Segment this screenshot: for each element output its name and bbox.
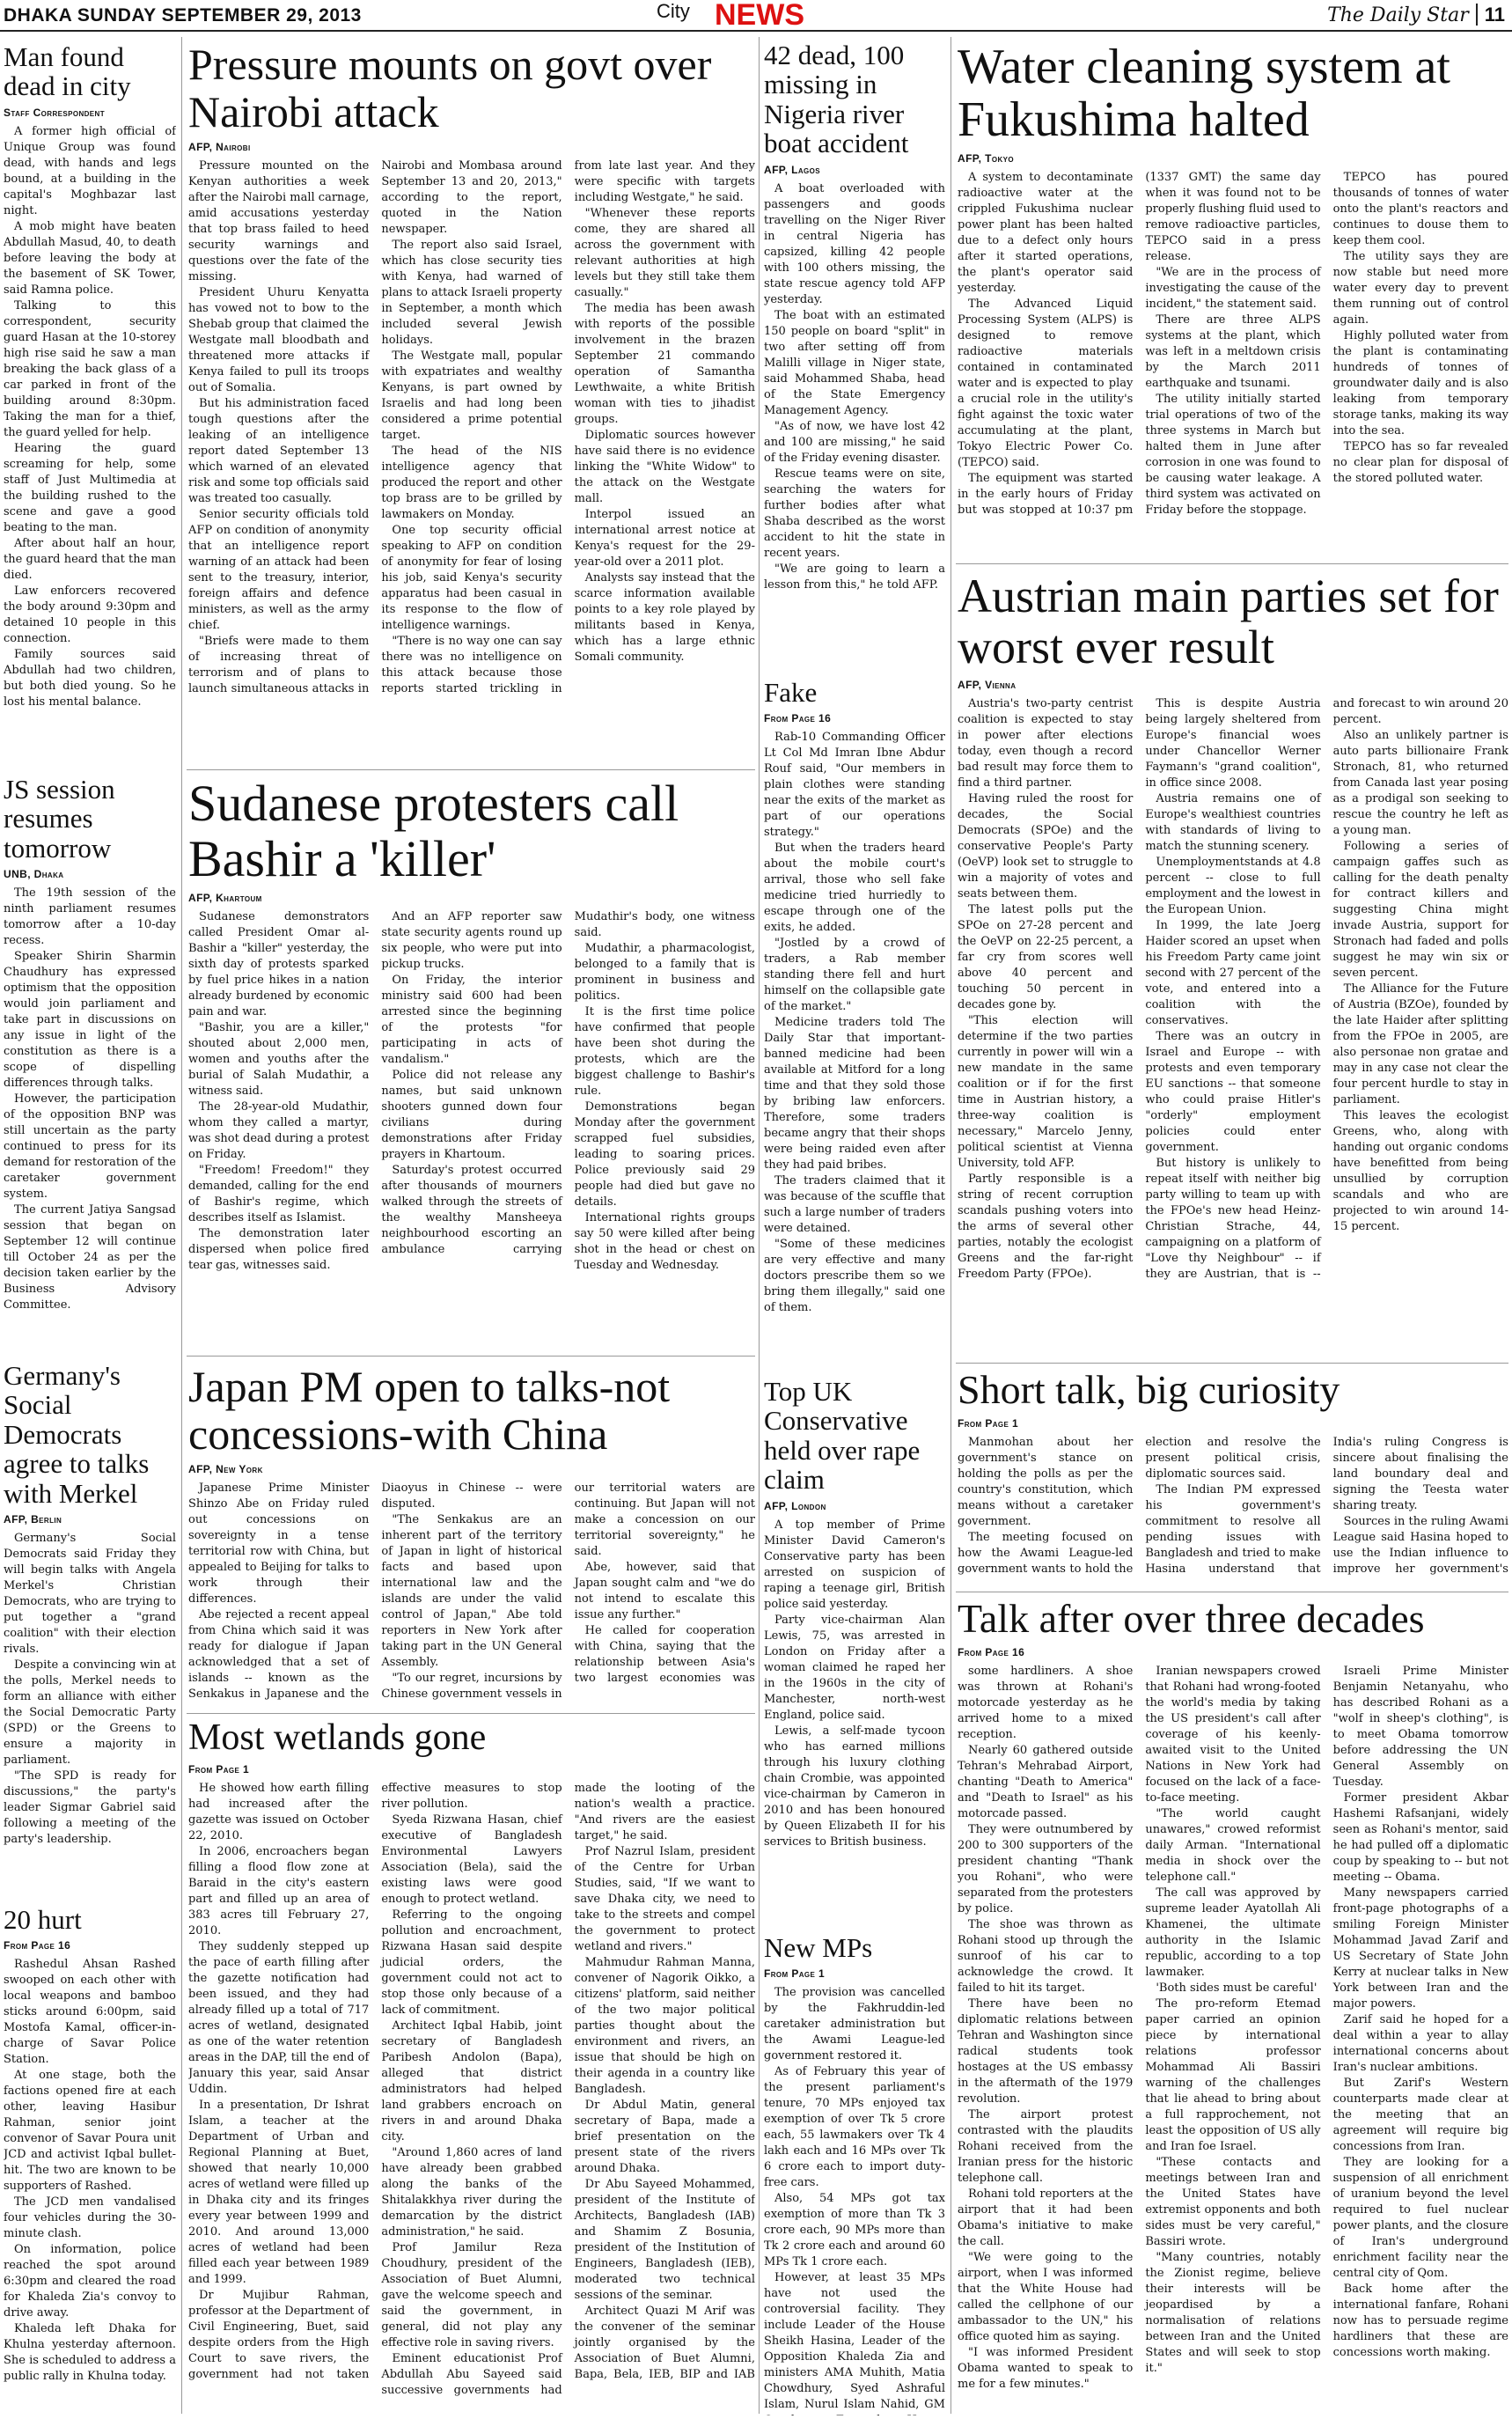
paragraph: Former president Akbar Hashemi Rafsanjani, widely seen as Rohani's mentor, said he had pulled off a diplomatic coup by speaking to -- but not meeting -- Obama. <box>1332 1790 1508 1884</box>
page-number: 11 <box>1476 4 1505 26</box>
headline: Top UK Conservative held over rape claim <box>764 1377 921 1496</box>
paragraph: The report also said Israel, which has close security ties with Kenya, had warned of plans to attack Israeli property in September, a month which included several Jewish holidays. <box>381 239 562 347</box>
paragraph: "Around 1,860 acres of land have already been grabbed along the banks of the Shitalakkhya river during the demarcation by the district administration," he said. <box>381 2146 562 2239</box>
paragraph: But Zarif's Western counterparts made clear at the meeting that an agreement will require big concessions from Iran. <box>1332 2076 1508 2153</box>
masthead <box>1327 4 1505 26</box>
headline: Talk after over three decades <box>958 1597 1425 1641</box>
byline: From Page 16 <box>4 1939 71 1952</box>
headline: Short talk, big curiosity <box>958 1368 1340 1412</box>
paragraph: Back home after the international fanfare, Rohani now has to persuade regime hardliners that these are concessions worth making. <box>1332 2282 1508 2359</box>
story-three-decades <box>958 1597 1508 2415</box>
paragraph: Partly responsible is a string of recent corruption scandals pushing voters into the arms of several other parties, notably the ecologist Greens and the far-right Freedom Party (FPOe). <box>958 1172 1134 1281</box>
edition-date: DHAKA SUNDAY SEPTEMBER 29, 2013 <box>4 5 362 26</box>
story-body <box>764 730 945 1316</box>
paragraph: "Briefs were made to them of increasing threat of terrorism and of plans to launch simultaneous attacks in Nairobi and Mombasa around September 13 and 20, 2013," according to the report, quoted in the Nation newspaper. <box>188 159 562 695</box>
paragraph: Khaleda left Dhaka for Khulna yesterday afternoon. She is scheduled to address a public rally in Khulna today. <box>4 2322 176 2384</box>
paragraph: "The SPD is ready for discussions," the party's leader Sigmar Gabriel said following a meeting of the party's leadership. <box>4 1769 176 1847</box>
paragraph: But history is unlikely to repeat itself with neither big party willing to team up with the FPOe's new head Heinz-Christian Strache, 44, campaigning on a platform of "Love thy Neighbour" -- if they are Austrian, that is -- and forecast to win around 20 percent. <box>1145 696 1508 1281</box>
story-body <box>4 886 176 1313</box>
paragraph: The latest polls put the SPOe on 27-28 percent and the OeVP on 22-25 percent, a far cry from scores well above 40 percent and touching 50 percent in decades gone by. <box>958 902 1134 1011</box>
paragraph: The 19th session of the ninth parliament resumes tomorrow after a 10-day recess. <box>4 886 176 948</box>
paragraph: The demonstration later dispersed when police fired tear gas, witnesses said. <box>188 1227 370 1273</box>
headline: Most wetlands gone <box>188 1718 487 1758</box>
story-fukushima <box>958 40 1508 558</box>
byline: AFP, Nairobi <box>188 141 251 153</box>
story-new-mps <box>764 1933 945 2415</box>
paragraph: Talking to this correspondent, security guard Hasan at the 10-storey high rise said he saw a man breaking the back glass of a car parked in front of the building around 8:30pm. Taking the man for a thief, the guard yelled for help. <box>4 298 176 439</box>
headline: Japan PM open to talks-not concessions-with China <box>188 1363 671 1459</box>
story-germany <box>4 1361 176 1900</box>
paragraph: The utility says they are now stable but need more water every day to prevent them running out of control again. <box>1332 249 1508 327</box>
section-rule <box>187 1713 755 1714</box>
paragraph: Japanese Prime Minister Shinzo Abe on Friday ruled out concessions on sovereignty in a tense territorial row with China, but appealed to Beijing for talks to work through their differences. <box>188 1482 370 1606</box>
paragraph: Nearly 60 gathered outside Tehran's Mehrabad Airport, chanting "Death to America" and "Death to Israel" as his motorcade passed. <box>958 1743 1134 1820</box>
paragraph: The utility initially started trial operations of two of the three systems in March but halted them in June after corrosion in one was found to be causing water leakage. A third system was activated on Friday before the stoppage. <box>1145 392 1321 517</box>
paragraph: A mob might have beaten Abdullah Masud, 40, to death before leaving the body at the basement of SK Tower, said Ramna police. <box>4 219 176 297</box>
paragraph: Demonstrations began Monday after the government scrapped fuel subsidies, leading to soaring prices. Police previously said 29 people had died but gave no details. <box>574 1100 755 1210</box>
paragraph: But when the traders heard about the mobile court's arrival, those who sell fake medicine tried hurriedly to escape through one of the exits, he added. <box>764 842 945 935</box>
paragraph: Law enforcers recovered the body around 9:30pm and detained 10 people in this connection. <box>4 584 176 645</box>
paragraph: Rescue teams were on site, searching the waters for further bodies after what Shaba described as the worst accident to hit the state in recent years. <box>764 467 945 560</box>
paragraph: After about half an hour, the guard heard that the man died. <box>4 536 176 582</box>
byline: AFP, Tokyo <box>958 151 1015 165</box>
paragraph: The pro-reform Etemad paper carried an opinion piece by international relations professor Mohammad Ali Bassiri warning of the challenges that lie ahead to bring about a full rapprochement, not least the opposition of US ally and Iran foe Israel. <box>1145 1996 1321 2153</box>
paragraph: "We are in the process of investigating the cause of the incident," the statement said. <box>1145 265 1321 311</box>
paragraph: Eminent educationist Prof Abdullah Abu Sayeed said successive governments had made the looting of the nation's wealth a practice. "And rivers are the easiest target," he said. <box>381 1782 755 2398</box>
paragraph: A former high official of Unique Group was found dead, with hands and legs bound, at a building in the capital's Moghbazar last night. <box>4 124 176 217</box>
story-body <box>188 1481 755 1708</box>
byline: From Page 16 <box>958 1645 1025 1658</box>
paragraph: Diplomatic sources however have said there is no evidence linking the "White Widow" to the attack on the Westgate mall. <box>574 429 755 505</box>
paragraph: This leaves the ecologist Greens, who, along with handing out organic condoms have benefitted from being unsullied by corruption scandals and who are projected to win around 14-15 percent. <box>1332 1108 1508 1233</box>
story-nigeria <box>764 40 945 673</box>
paragraph: And an AFP reporter saw state security agents round up six people, who were put into pickup trucks. <box>381 910 562 972</box>
headline: Sudanese protesters call Bashir a 'killer' <box>188 776 679 887</box>
paragraph: Following a series of campaign gaffes such as calling for the death penalty for contract killers and suggesting China might invade Austria, support for Stronach had faded and polls suggest he may win six or seven percent. <box>1332 839 1508 980</box>
story-body <box>4 1531 176 1848</box>
paragraph: The 28-year-old Mudathir, whom they called a martyr, was shot dead during a protest on Friday. <box>188 1100 370 1162</box>
byline: UNB, Dhaka <box>4 868 64 881</box>
paragraph: There are three ALPS systems at the plant, which was left in a meltdown crisis by the March 2011 earthquake and tsunami. <box>1145 312 1321 390</box>
paragraph: A boat overloaded with passengers and goods travelling on the Niger River in central Nigeria has capsized, killing 42 people with 100 others missing, the state rescue agency told AFP yesterday. <box>764 181 945 306</box>
section-label-news: NEWS <box>715 0 804 32</box>
paragraph: The current Jatiya Sangsad session that began on September 12 will continue till October 24 as per the decision taken earlier by the Business Advisory Committee. <box>4 1203 176 1312</box>
paragraph: The media has been awash with reports of the possible involvement in the brazen September 21 commando operation of Samantha Lewthwaite, a white British woman with ties to jihadist groups. <box>574 302 755 426</box>
byline: AFP, New York <box>188 1463 263 1475</box>
story-body <box>188 1781 755 2408</box>
paragraph: Dr Mujibur Rahman, professor at the Department of Civil Engineering, Buet, said despite orders from the High Court to save rivers, the government had not taken effective measures to stop river pollution. <box>188 1782 562 2382</box>
paragraph: Pressure mounted on the Kenyan authorities a week after the Nairobi mall carnage, amid accusations yesterday that top brass failed to heed security warnings and questions over the fate of the missing. <box>188 159 370 283</box>
paragraph: Lewis, a self-made tycoon who has earned millions through his luxury clothing chain Crombie, was appointed vice-chairman by Cameron in 2010 and has been honoured by Queen Elizabeth II for his services to British business. <box>764 1724 945 1849</box>
headline: Water cleaning system at Fukushima halted <box>958 40 1450 148</box>
paragraph: Speaker Shirin Sharmin Chaudhury has expressed optimism that the opposition would join parliament and take part in discussions on any issue in light of the constitution as there is a scope of dispelling differences through talks. <box>4 950 176 1091</box>
paragraph: They suddenly stepped up the pace of earth filling after the gazette notification had been issued, and they had already filled up a total of 717 acres of wetland, designated as one of the water retention areas in the DAP, till the end of January this year, said Ansar Uddin. <box>188 1940 370 2097</box>
story-uk <box>764 1377 945 1928</box>
paragraph: "This election will determine if the two parties currently in power will win a new mandate in the same coalition or if for the first time in Austrian history, a three-way coalition is necessary," Marcelo Jenny, political scientist at Vienna University, told AFP. <box>958 1013 1134 1170</box>
paragraph: Rohani told reporters at the airport that it had been Obama's initiative to make the call. <box>958 2187 1134 2248</box>
paragraph: Syeda Rizwana Hasan, chief executive of Bangladesh Environmental Lawyers Association (Bela), said the existing laws were good enough to protect wetland. <box>381 1813 562 1907</box>
paragraph: "The Senkakus are an inherent part of the territory of Japan in light of historical facts and based upon international law and the islands are under the valid control of Japan," Abe told reporters in New York after taking part in the UN General Assembly. <box>381 1513 562 1669</box>
paragraph: Unemploymentstands at 4.8 percent -- close to full employment and the lowest in the European Union. <box>1145 855 1321 916</box>
byline: Staff Correspondent <box>4 106 106 119</box>
paragraph: At one stage, both the factions opened fire at each other, leaving Hasibur Rahman, senior joint convenor of Savar Poura unit JCD and activist Iqbal bullet-hit. The two are known to be supporters of Rashed. <box>4 2069 176 2194</box>
headline: New MPs <box>764 1933 873 1963</box>
story-body <box>188 909 755 1323</box>
paragraph: "Jostled by a crowd of traders, a Rab member standing there fell and hurt himself on the collapsible gate of the market." <box>764 937 945 1014</box>
byline: AFP, London <box>764 1499 826 1512</box>
paragraph: Highly polluted water from the plant is contaminating hundreds of tonnes of groundwater daily and is also leaking from temporary storage tanks, making its way into the sea. <box>1332 328 1508 437</box>
paragraph: In a presentation, Dr Ishrat Islam, a teacher at the Department of Urban and Regional Planning at Buet, showed that nearly 10,000 acres of wetland were filled up in Dhaka city and its fringes every year between 1999 and 2010. And around 13,000 acres of wetland had been filled each year between 1989 and 1999. <box>188 2099 370 2287</box>
paragraph: Senior security officials told AFP on condition of anonymity that an intelligence report warning of an attack had been sent to the treasury, interior, foreign affairs and defence ministers, as well as the army chief. <box>188 508 370 632</box>
paragraph: One top security official speaking to AFP on condition of anonymity for fear of losing his job, said Kenya's security apparatus had been casual in its response to the flow of intelligence warnings. <box>381 524 562 632</box>
paragraph: "Some of these medicines are very effective and many doctors prescribe them so we bring them illegally," said one of them. <box>764 1238 945 1315</box>
paragraph: In 2006, encroachers began filling a flood flow zone at Baraid in the city's eastern part and filled up an area of 383 acres till February 27, 2010. <box>188 1845 370 1938</box>
paragraph: The Advanced Liquid Processing System (ALPS) is designed to remove radioactive materials contained in contaminated water and is expected to play a crucial role in the utility's fight against the toxic water accumulating at the plant, Tokyo Electric Power Co. (TEPCO) said. <box>958 297 1134 469</box>
paragraph: A top member of Prime Minister David Cameron's Conservative party has been arrested on suspicion of raping a teenage girl, British police said yesterday. <box>764 1518 945 1611</box>
paragraph: The shoe was thrown as Rohani stood up through the sunroof of his car to acknowledge the crowd. It failed to hit its target. <box>958 1917 1134 1995</box>
story-body <box>958 1664 1508 2412</box>
paragraph: Many newspapers carried front-page photographs of a smiling Foreign Minister Mohammad Javad Zarif and US Secretary of State John Kerry at nuclear talks in New York between Iran and the major powers. <box>1332 1886 1508 2011</box>
paragraph: "I was informed President Obama wanted to speak to me for a few minutes." <box>958 2345 1134 2391</box>
headline: Austrian main parties set for worst ever result <box>958 570 1499 674</box>
paragraph: Dr Abu Sayeed Mohammed, president of the Institute of Architects, Bangladesh (IAB) and Shamim Z Bosunia, president of the Institution of Engineers, Bangladesh (IEB), moderated two technical sessions of the seminar. <box>574 2178 755 2303</box>
paragraph: Having ruled the roost for decades, the Social Democrats (SPOe) and the conservative People's Party (OeVP) look set to struggle to win a majority of votes and seats between them. <box>958 791 1134 901</box>
headline: Man found dead in city <box>4 42 131 102</box>
paragraph: The call was approved by supreme leader Ayatollah Ali Khamenei, the ultimate authority in the Islamic republic, according to a top lawmaker. <box>1145 1886 1321 1979</box>
paragraph: Also, 54 MPs got tax exemption of more than Tk 3 crore each, 90 MPs more than Tk 2 crore each and around 60 MPs Tk 1 crore each. <box>764 2192 945 2269</box>
byline: AFP, Khartoum <box>188 892 262 905</box>
paragraph: The Alliance for the Future of Austria (BZOe), founded by the late Haider after splitting from the FPOe in 2005, are also personae non gratae and may in any case not clear the four percent hurdle to stay in parliament. <box>1332 982 1508 1107</box>
story-body <box>958 696 1508 1339</box>
paragraph: Sources in the ruling Awami League said Hasina hoped to use the Indian influence to improve her government's <box>1332 1514 1508 1576</box>
paragraph: TEPCO has poured thousands of tonnes of water onto the plant's reactors and continues to douse them to keep them cool. <box>1332 170 1508 247</box>
paragraph: But his administration faced tough questions after the leaking of an intelligence report dated September 13 which warned of an elevated risk and some top officials said was treated too casually. <box>188 397 370 505</box>
story-body <box>764 1518 945 1850</box>
column-rule <box>759 37 760 2414</box>
story-man-found <box>4 42 176 773</box>
headline: Fake <box>764 678 818 708</box>
paragraph: A system to decontaminate radioactive water at the crippled Fukushima nuclear power plant has been halted due to a defect only hours after it started operations, the plant's operator said yesterday. <box>958 170 1134 295</box>
paragraph: There was an outcry in Israel and Europe -- with protests and even temporary EU sanctions -- that someone who could praise Hitler's "orderly" employment policies could enter government. <box>1145 1029 1321 1154</box>
paragraph: The boat with an estimated 150 people on board "split" in two after setting off from Malilli village in Niger state, said Mohammed Shaba, head of the State Emergency Management Agency. <box>764 308 945 417</box>
headline: Germany's Social Democrats agree to talks with Merkel <box>4 1361 150 1509</box>
paragraph: They were outnumbered by 200 to 300 supporters of the president chanting "Thank you Rohani", who were separated from the protesters by police. <box>958 1822 1134 1915</box>
paragraph: 'Both sides must be careful' <box>1156 1981 1317 1995</box>
paragraph: Austria remains one of Europe's wealthiest countries with standards of living to match the stunning scenery. <box>1145 791 1321 853</box>
headline: 42 dead, 100 missing in Nigeria river boat accident <box>764 40 909 159</box>
paragraph: The JCD men vandalised four vehicles during the 30-minute clash. <box>4 2195 176 2241</box>
story-japan <box>188 1363 755 1708</box>
paragraph: Dr Abdul Matin, general secretary of Bapa, made a brief presentation on the present state of the rivers around Dhaka. <box>574 2099 755 2176</box>
paragraph: some hardliners. A shoe was thrown at Rohani's motorcade yesterday as he arrived home to a mixed reception. <box>958 1664 1134 1741</box>
paragraph: Family sources said Abdullah had two children, but both died young. So he lost his mental balance. <box>4 647 176 709</box>
paragraph: "Whenever these reports come, they are shared all across the government with relevant authorities at high levels but they still take them casually." <box>574 207 755 299</box>
paragraph: "We were going to the airport, when I was informed that the White House had called the cellphone of our ambassador to the UN," his office quoted him as saying. <box>958 2250 1134 2343</box>
byline: AFP, Lagos <box>764 163 821 176</box>
paragraph: Medicine traders told The Daily Star that important-banned medicine had been available at Mitford for a long time and that they sold those by bribing law enforcers. Therefore, some traders became angry that their shops were being raided even after they had paid bribes. <box>764 1016 945 1173</box>
story-austrian <box>958 570 1508 1359</box>
paragraph: "To our regret, incursions by Chinese government vessels in our territorial waters are continuing. But Japan will not make a concession on our territorial sovereignty," he said. <box>381 1482 755 1701</box>
paragraph: Saturday's protest occurred after thousands of mourners walked through the streets of the wealthy Mansheeya neighbourhood escorting an ambulance carrying Mudathir's body, one witness said. <box>381 910 755 1257</box>
paragraph: Architect Iqbal Habib, joint secretary of Bangladesh Paribesh Andolon (Bapa), alleged that district administrators had helped land grabbers encroach on rivers in and around Dhaka city. <box>381 2019 562 2144</box>
paragraph: "There is no way one can say there was no intelligence on this attack because those reports started trickling in from late last year. And they were specific with targets including Westgate," he said. <box>381 159 755 695</box>
paragraph: Rab-10 Commanding Officer Lt Col Md Imran Ibne Abdur Rouf said, "Our members in plain clothes were standing near the exits of the market as part of our operations strategy." <box>764 731 945 840</box>
paragraph: Austria's two-party centrist coalition is expected to stay in power after elections today, even though a record bad result may force them to find a third partner. <box>958 696 1134 790</box>
paragraph: "Many countries, notably the Zionist regime, believe their interests will be jeopardised by a normalisation of relations between Iran and the United States and will seek to stop it." <box>1145 2250 1321 2375</box>
byline: From Page 1 <box>188 1763 250 1776</box>
headline: JS session resumes tomorrow <box>4 775 115 864</box>
section-rule <box>187 1356 755 1357</box>
paragraph: The Westgate mall, popular with expatriates and wealthy Kenyans, is part owned by Israelis and had long been considered a prime potential target. <box>381 349 562 442</box>
story-20-hurt <box>4 1905 176 2415</box>
section-rule <box>956 1363 1508 1364</box>
paragraph: President Uhuru Kenyatta has vowed not to bow to the Shebab group that claimed the Westgate mall bloodbath and threatened more attacks if Kenya failed to pull its troops out of Somalia. <box>188 286 370 394</box>
story-js-session <box>4 775 176 1356</box>
paragraph: The head of the NIS intelligence agency that produced the report and other top brass are to be grilled by lawmakers on Monday. <box>381 445 562 521</box>
byline: From Page 16 <box>764 712 832 725</box>
paragraph: Also an unlikely partner is auto parts billionaire Frank Stronach, 81, who returned from Canada last year posing as a prodigal son seeking to rescue the country he left as a young man. <box>1332 728 1508 837</box>
paragraph: Rashedul Ahsan Rashed swooped on each other with local weapons and bamboo sticks around 6:00pm, said Mostofa Kamal, officer-in-charge of Savar Police Station. <box>4 1958 176 2067</box>
story-body <box>764 181 945 593</box>
story-body <box>188 158 755 762</box>
paragraph: As of February this year of the present parliament's tenure, 70 MPs enjoyed tax exemption of over Tk 5 crore each, 55 lawmakers over Tk 4 lakh each and 16 MPs over Tk 6 crore each to import duty-free cars. <box>764 2065 945 2190</box>
paragraph: Police did not release any names, but said unknown shooters gunned down four civilians during demonstrations after Friday prayers in Khartoum. <box>381 1069 562 1162</box>
paragraph: In 1999, the late Joerg Haider scored an upset when his Freedom Party came joint second with 27 percent of the vote, and entered into a coalition with the conservatives. <box>1145 918 1321 1027</box>
paragraph: Sudanese demonstrators called President Omar al-Bashir a "killer" yesterday, the sixth day of protests sparked by fuel price hikes in a nation already burdened by economic pain and war. <box>188 910 370 1019</box>
paragraph: Abe rejected a recent appeal from China which said it was ready for dialogue if Japan acknowledged that a set of islands -- known as the Senkakus in Japanese and the Diaoyus in Chinese -- were disputed. <box>188 1482 562 1701</box>
paragraph: The traders claimed that it was because of the scuffle that such a large number of traders were detained. <box>764 1174 945 1236</box>
story-body <box>764 1985 945 2415</box>
story-sudanese <box>188 776 755 1350</box>
section-label-city: City <box>657 0 690 22</box>
headline: 20 hurt <box>4 1905 82 1935</box>
story-body <box>958 1435 1508 1584</box>
paragraph: "As of now, we have lost 42 and 100 are missing," he said of the Friday evening disaster. <box>764 419 945 465</box>
section-rule <box>187 769 755 770</box>
paragraph: The equipment was started in the early hours of Friday but was stopped at 10:37 pm (1337 GMT) the same day when it was found not to be properly flushing fluid used to remove radioactive particles, TEPCO said in a press release. <box>958 170 1321 517</box>
page-header <box>0 0 1512 32</box>
paragraph: On information, police reached the spot around 6:30pm and cleared the road for Khaleda Zia's convoy to drive away. <box>4 2243 176 2320</box>
paragraph: Mahmudur Rahman Manna, convener of Nagorik Oikko, a citizens' platform, said neither of the two major political parties thought about the environment and rivers, an issue that should be high on their agenda in a country like Bangladesh. <box>574 1956 755 2097</box>
paragraph: "We are going to learn a lesson from this," he told AFP. <box>764 562 945 592</box>
paragraph: Germany's Social Democrats said Friday they will begin talks with Angela Merkel's Christian Democrats, who are trying to put together a "grand coalition" with their election rivals. <box>4 1532 176 1657</box>
paragraph: TEPCO has so far revealed no clear plan for disposal of the stored polluted water. <box>1332 439 1508 485</box>
paragraph: "Freedom! Freedom!" they demanded, calling for the end of Bashir's regime, which describes itself as Islamist. <box>188 1164 370 1225</box>
byline: AFP, Berlin <box>4 1513 62 1526</box>
paragraph: "These contacts and meetings between Iran and the United States have extremist opponents and both sides must be very careful," Bassiri wrote. <box>1145 2155 1321 2248</box>
paragraph: Manmohan about her government's stance on holding the polls as per the country's constitution, which means without a caretaker government. <box>958 1435 1134 1528</box>
paragraph: "Bashir, you are a killer," shouted about 2,000 men, women and youths after the burial of Salah Mudathir, a witness said. <box>188 1021 370 1099</box>
paragraph: Interpol issued an international arrest notice at Kenya's request for the 29-year-old over a 2011 plot. <box>574 508 755 569</box>
column-rule <box>181 37 182 2414</box>
paragraph: The airport protest contrasted with the plaudits Rohani received from the Iranian press for the historic telephone call. <box>958 2107 1134 2185</box>
paragraph: Mudathir, a pharmacologist, belonged to a family that is prominent in business and politics. <box>574 942 755 1004</box>
paragraph: Referring to the ongoing pollution and encroachment, Rizwana Hasan said despite judicial orders, the government could not act to stop those only because of a lack of commitment. <box>381 1908 562 2018</box>
paragraph: However, at least 35 MPs have not used the controversial facility. They include Leader of the House Sheikh Hasina, Leader of the Opposition Khaleda Zia and ministers AMA Muhith, Matia Chowdhury, Syed Ashraful Islam, Nurul Islam Nahid, GM <box>764 2271 945 2412</box>
paragraph: There have been no diplomatic relations between Tehran and Washington since radical students took hostages at the US embassy in the aftermath of the 1979 revolution. <box>958 1996 1134 2106</box>
story-short-talk <box>958 1368 1508 1588</box>
paragraph: He called for cooperation with China, saying that the relationship between Asia's two largest economies was <box>574 1624 755 1685</box>
story-fake <box>764 678 945 1373</box>
paragraph: The provision was cancelled by the Fakhruddin-led caretaker administration but the Awami League-led government restored it. <box>764 1986 945 2063</box>
paragraph: He showed how earth filling had increased after the gazette was issued on October 22, 2010. <box>188 1782 370 1843</box>
paragraph: "The world caught unawares," crowed reformist daily Arman. "International media in shock over the telephone call." <box>1145 1806 1321 1884</box>
paragraph: International rights groups say 50 were killed after being shot in the head or chest on Tuesday and Wednesday. <box>574 1211 755 1273</box>
story-wetlands <box>188 1718 755 2415</box>
headline: Pressure mounts on govt over Nairobi attack <box>188 40 712 136</box>
paragraph: They are looking for a suspension of all enrichment of uranium beyond the level required to fuel nuclear power plants, and the closure of Iran's underground enrichment facility near the central city of Qom. <box>1332 2155 1508 2280</box>
paragraph: On Friday, the interior ministry said 600 had been arrested since the beginning of the protests "for participating in acts of vandalism." <box>381 974 562 1067</box>
paragraph: Prof Jamilur Reza Choudhury, president of the Association of Buet Alumni, gave the welcome speech and said the government, in general, did not play any effective role in saving rivers. <box>381 2241 562 2350</box>
story-body <box>958 170 1508 548</box>
paragraph: Abe, however, said that Japan sought calm and "we do not intend to escalate this issue any further." <box>574 1561 755 1621</box>
paragraph: Zarif said he hoped for a deal within a year to allay international concerns about Iran's nuclear ambitions. <box>1332 2012 1508 2074</box>
paragraph: Architect Quazi M Arif was the convener of the seminar jointly organised by the Association of Buet Alumni, Bapa, Bela, IEB, BIP and IAB <box>574 2305 755 2382</box>
paragraph: However, the participation of the opposition BNP was still uncertain as the party continued to press for its demand for restoration of the caretaker government system. <box>4 1092 176 1202</box>
masthead-title: The Daily Star <box>1327 4 1469 26</box>
paragraph: Prof Nazrul Islam, president of the Centre for Urban Studies, said, "If we want to save Dhaka city, we need to take to the streets and compel the government to protect wetland and rivers." <box>574 1845 755 1954</box>
paragraph: This is despite Austria being largely sheltered from Europe's financial woes under Chancellor Werner Faymann's "grand coalition", in office since 2008. <box>1145 696 1321 790</box>
byline: From Page 1 <box>958 1416 1019 1430</box>
byline: AFP, Vienna <box>958 678 1017 691</box>
paragraph: It is the first time police have confirmed that people have been shot during the protests, which are the biggest challenge to Bashir's rule. <box>574 1005 755 1099</box>
paragraph: Despite a convincing win at the polls, Merkel needs to form an alliance with either the Social Democratic Party (SPD) or the Greens to ensure a majority in parliament. <box>4 1658 176 1768</box>
paragraph: Hearing the guard screaming for help, some staff of Just Multimedia at the building rushed to the scene and gave a good beating to the man. <box>4 441 176 534</box>
byline: From Page 1 <box>764 1967 826 1981</box>
story-body <box>4 124 176 710</box>
story-nairobi <box>188 40 755 762</box>
paragraph: Party vice-chairman Alan Lewis, 75, was arrested in London on Friday after a woman claimed he raped her in the 1960s in the city of Manchester, north-west England, police said. <box>764 1613 945 1722</box>
paragraph: The meeting focused on how the Awami League-led government wants to hold the election and resolve the present political crisis, diplomatic sources said. <box>958 1435 1321 1576</box>
paragraph: Israeli Prime Minister Benjamin Netanyahu, who has described Rohani as a "wolf in sheep's clothing", is to meet Obama tomorrow before addressing the UN General Assembly on Tuesday. <box>1332 1664 1508 1789</box>
paragraph: Analysts say instead that the scarce information available points to a key role played by militants based in Kenya, which has a large ethnic Somali community. <box>574 571 755 664</box>
section-rule <box>956 563 1508 564</box>
paragraph: Iranian newspapers crowed that Rohani had wrong-footed the world's media by taking the US president's call after coverage of his keenly-awaited visit to the United Nations in New York had focused on the lack of a face-to-face meeting. <box>1145 1664 1321 1805</box>
story-body <box>4 1957 176 2385</box>
paragraph: The Indian PM expressed his government's commitment to resolve all pending issues with Bangladesh and tried to make Hasina understand that India's ruling Congress is sincere about finalising the land boundary deal and signing the Teesta water sharing treaty. <box>1145 1435 1508 1576</box>
